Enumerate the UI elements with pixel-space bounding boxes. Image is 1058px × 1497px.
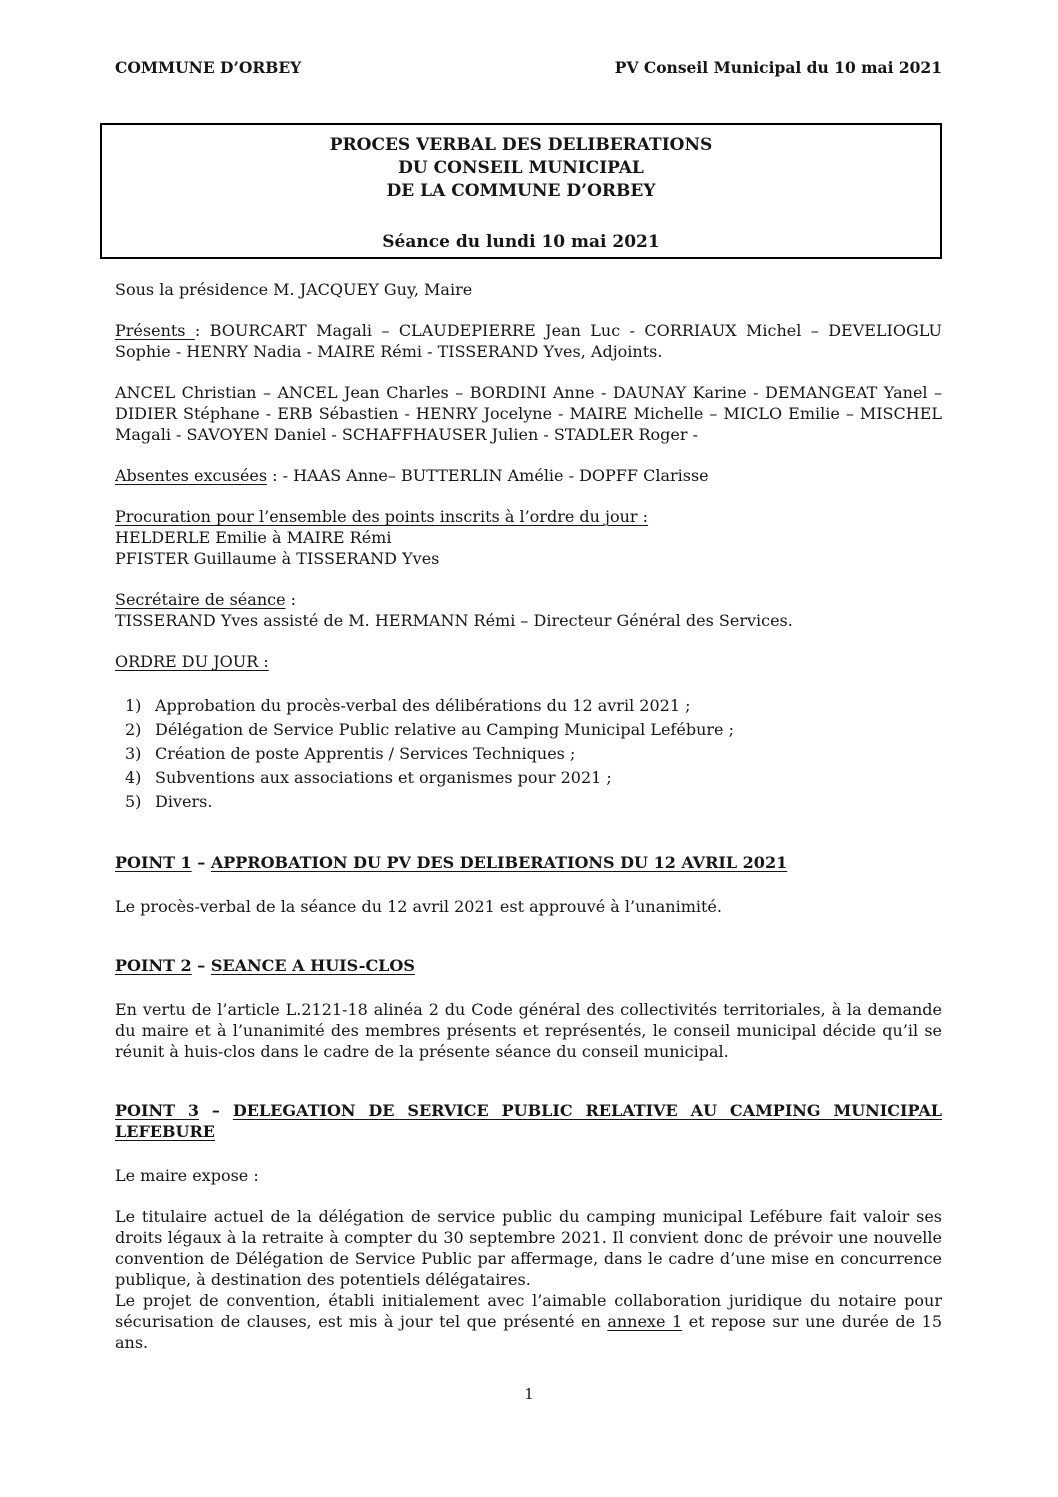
presents-list: : BOURCART Magali – CLAUDEPIERRE Jean Luc - CORRIAUX Michel – DEVELIOGLU Sophie - HENRY Nadia - MAIRE Rémi - TISSERAND Yves, Adjoints. [115, 321, 943, 361]
ordre-du-jour-list [115, 694, 942, 814]
point-3-label: POINT 3 [115, 1101, 200, 1120]
point-2-separator: – [191, 956, 211, 975]
point-3-heading [115, 1100, 942, 1142]
point-1-title: APPROBATION DU PV DES DELIBERATIONS DU 12 AVRIL 2021 [210, 853, 788, 872]
point-1-body: Le procès-verbal de la séance du 12 avril 2021 est approuvé à l’unanimité. [115, 897, 722, 916]
page-header [115, 58, 942, 77]
absentes-label: Absentes excusées [115, 466, 268, 485]
point-2-body: En vertu de l’article L.2121-18 alinéa 2 du Code général des collectivités territoriales, à la demande du maire et à l’unanimité des membres présents et représentés, le conseil municipal décide qu’il se réunit à huis-clos dans le cadre de la présente séance du conseil municipal. [115, 1000, 942, 1061]
list-item [115, 766, 942, 790]
title-line-2: DU CONSEIL MUNICIPAL [398, 158, 644, 178]
list-item-number: 4) [125, 768, 142, 787]
point-3-section [115, 1100, 942, 1353]
list-item-number: 2) [125, 720, 142, 739]
point-3-paragraph-1: Le titulaire actuel de la délégation de service public du camping municipal Lefébure fait valoir ses droits légaux à la retraite à compter du 30 septembre 2021. Il convient donc de prévoir une nouvelle convention de Délégation de Service Public par affermage, dans le cadre d’une mise en concurrence publique, à destination des potentiels délégataires. [115, 1207, 942, 1289]
list-item [115, 694, 942, 718]
procuration-heading [115, 506, 942, 527]
title-line-1: PROCES VERBAL DES DELIBERATIONS [329, 135, 713, 155]
page-number: 1 [524, 1385, 534, 1403]
annexe-1-reference: annexe 1 [607, 1312, 683, 1331]
point-1-section [115, 852, 942, 917]
session-date: Séance du lundi 10 mai 2021 [382, 232, 660, 252]
secretaire-colon: : [285, 590, 297, 609]
absentes-paragraph [115, 465, 942, 486]
secretaire-line: TISSERAND Yves assisté de M. HERMANN Rémi – Directeur Général des Services. [115, 611, 793, 630]
point-3-expose-line: Le maire expose : [115, 1166, 259, 1185]
header-doc-reference: PV Conseil Municipal du 10 mai 2021 [614, 58, 942, 77]
list-item [115, 718, 942, 742]
ordre-du-jour-heading [115, 651, 942, 672]
ordre-du-jour-label: ORDRE DU JOUR : [115, 652, 269, 671]
point-2-section [115, 955, 942, 1062]
conseillers-paragraph: ANCEL Christian – ANCEL Jean Charles – BORDINI Anne - DAUNAY Karine - DEMANGEAT Yanel – DIDIER Stéphane - ERB Sébastien - HENRY Jocelyne - MAIRE Michelle – MICLO Emilie – MISCHEL Magali - SAVOYEN Daniel - SCHAFFHAUSER Julien - STADLER Roger - [115, 383, 942, 444]
procuration-line-2: PFISTER Guillaume à TISSERAND Yves [115, 549, 440, 568]
list-item-text: Création de poste Apprentis / Services Techniques ; [155, 744, 576, 763]
list-item-text: Divers. [155, 792, 213, 811]
list-item-text: Approbation du procès-verbal des délibérations du 12 avril 2021 ; [155, 696, 691, 715]
title-box [100, 123, 942, 259]
point-1-label: POINT 1 [115, 853, 192, 872]
paragraph-text: et repose sur une durée de 15 ans. [115, 1312, 942, 1352]
list-item [115, 790, 942, 814]
point-2-title: SEANCE A HUIS-CLOS [210, 956, 415, 975]
point-1-heading [115, 852, 942, 873]
presidence-line: Sous la présidence M. JACQUEY Guy, Maire [115, 280, 473, 299]
point-1-separator: – [191, 853, 211, 872]
point-3-separator: – [199, 1101, 233, 1120]
procuration-line-1: HELDERLE Emilie à MAIRE Rémi [115, 528, 392, 547]
point-3-title: DELEGATION DE SERVICE PUBLIC RELATIVE AU CAMPING MUNICIPAL LEFEBURE [115, 1101, 943, 1141]
list-item-number: 1) [125, 696, 142, 715]
point-3-paragraph-2 [115, 1290, 942, 1353]
presents-paragraph [115, 320, 942, 362]
list-item-text: Subventions aux associations et organismes pour 2021 ; [155, 768, 612, 787]
list-item-number: 3) [125, 744, 142, 763]
procuration-label: Procuration pour l’ensemble des points inscrits à l’ordre du jour : [115, 507, 649, 526]
title-line-3: DE LA COMMUNE D’ORBEY [386, 181, 656, 201]
absentes-list: : - HAAS Anne– BUTTERLIN Amélie - DOPFF Clarisse [267, 466, 709, 485]
secretaire-heading [115, 589, 942, 610]
secretaire-label: Secrétaire de séance [115, 590, 286, 609]
paragraph-text: Le projet de convention, établi initialement avec l’aimable collaboration juridique du notaire pour sécurisation de clauses, est mis à jour tel que présenté en [115, 1291, 942, 1331]
header-commune: COMMUNE D’ORBEY [115, 58, 302, 77]
presents-label: Présents [115, 321, 195, 340]
list-item-text: Délégation de Service Public relative au Camping Municipal Lefébure ; [155, 720, 734, 739]
list-item [115, 742, 942, 766]
point-2-heading [115, 955, 942, 976]
point-2-label: POINT 2 [115, 956, 192, 975]
list-item-number: 5) [125, 792, 142, 811]
